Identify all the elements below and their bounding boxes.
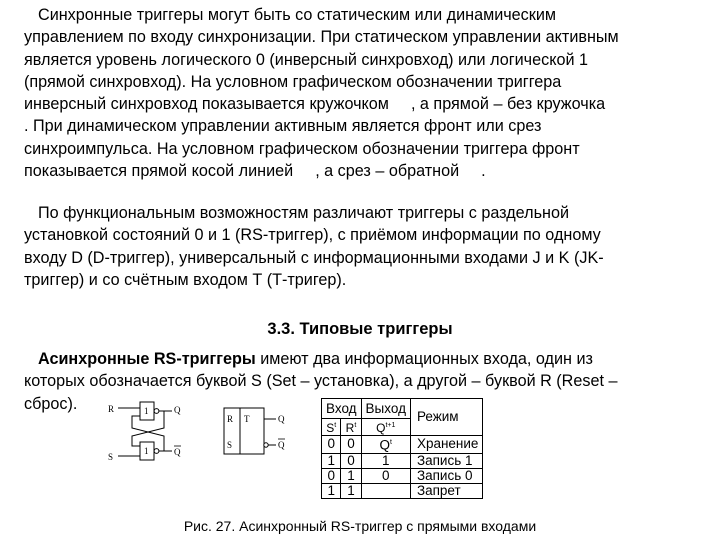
symbol-s-label: S [227, 440, 233, 450]
header-s: $S^t$ [322, 419, 341, 436]
input-r-label: R [108, 404, 115, 414]
cell-s: 1 [322, 453, 341, 468]
cell-q: $Q^t$ [361, 436, 410, 454]
header-r: $R^t$ [341, 419, 361, 436]
text-fragment: . [481, 162, 486, 181]
cell-q: 0 [361, 468, 410, 483]
cell-q: 1 [361, 453, 410, 468]
cell-s: 0 [322, 468, 341, 483]
cell-q [361, 483, 410, 498]
text-line: . При динамическом управлении активным является фронт или срез [24, 117, 542, 136]
text-line [24, 348, 696, 370]
figure-caption: Рис. 27. Асинхронный RS-триггер с прямыми входами [183, 518, 537, 534]
text-line: является уровень логического 0 (инверсный синхровход) или логической 1 [24, 50, 589, 69]
output-qbar-label: Q [174, 447, 181, 457]
symbol-q-label: Q [278, 414, 285, 424]
header-input: Вход [322, 399, 362, 419]
header-q: $Q^{t+1}$ [361, 419, 410, 436]
paragraph-sync-triggers [24, 4, 696, 182]
output-q-label: Q [174, 405, 181, 415]
section-heading: 3.3. Типовые триггеры [267, 320, 453, 338]
input-s-label: S [108, 452, 114, 462]
text-line: По функциональным возможностям различают триггеры с раздельной [38, 204, 569, 222]
table-row [322, 453, 483, 468]
cell-r: 0 [341, 436, 361, 454]
text-fragment: показывается прямой косой линией [24, 162, 294, 181]
text-line: сброс). [24, 394, 78, 413]
gate-top-label: 1 [144, 406, 149, 416]
header-mode: Режим [410, 399, 483, 436]
text-fragment: , а срез – обратной [315, 162, 460, 181]
cell-r: 1 [341, 483, 361, 498]
text-line: входу D (D-триггер), универсальный с информационными входами J и K (JK- [24, 248, 604, 267]
cell-r: 0 [341, 453, 361, 468]
cell-s: 0 [322, 436, 341, 454]
text-line: (прямой синхровход). На условном графическом обозначении триггера [24, 72, 562, 91]
inversion-bubble [154, 449, 159, 454]
rs-latch-schematic [104, 398, 190, 468]
text-fragment: инверсный синхровход показывается кружочком [24, 95, 389, 114]
table-row [322, 483, 483, 498]
text-line [24, 160, 696, 182]
text-line [24, 93, 696, 115]
symbol-t-label: T [244, 414, 250, 424]
paragraph-trigger-types [24, 202, 696, 291]
cell-mode: Хранение [410, 436, 483, 454]
table-row [322, 436, 483, 454]
text-line: установкой состояний 0 и 1 (RS-триггер), с приёмом информации по одному [24, 226, 601, 245]
symbol-qbar-label: Q [278, 440, 285, 450]
cell-mode: Запрет [410, 483, 483, 498]
text-fragment: , а прямой – без кружочка [410, 95, 606, 114]
cell-s: 1 [322, 483, 341, 498]
inversion-bubble [264, 443, 268, 447]
cell-r: 1 [341, 468, 361, 483]
header-output: Выход [361, 399, 410, 419]
text-fragment: имеют два информационных входа, один из [255, 350, 593, 368]
table-header-row [322, 399, 483, 419]
rs-trigger-symbol [214, 404, 304, 464]
cell-mode: Запись 1 [410, 453, 483, 468]
table-row [322, 468, 483, 483]
inversion-bubble [154, 409, 159, 414]
text-line: синхроимпульса. На условном графическом обозначении триггера фронт [24, 139, 580, 158]
text-line: которых обозначается буквой S (Set – установка), а другой – буквой R (Reset – [24, 372, 618, 391]
text-line: триггер) и со счётным входом Т (Т-тригер). [24, 270, 347, 289]
symbol-r-label: R [227, 414, 234, 424]
gate-bottom-label: 1 [144, 446, 149, 456]
text-line: управлением по входу синхронизации. При статическом управлении активным [24, 28, 619, 47]
cell-mode: Запись 0 [410, 468, 483, 483]
truth-table [321, 398, 483, 499]
text-line: Синхронные триггеры могут быть со статическим или динамическим [38, 6, 557, 24]
bold-term: Асинхронные RS-триггеры [38, 350, 256, 368]
